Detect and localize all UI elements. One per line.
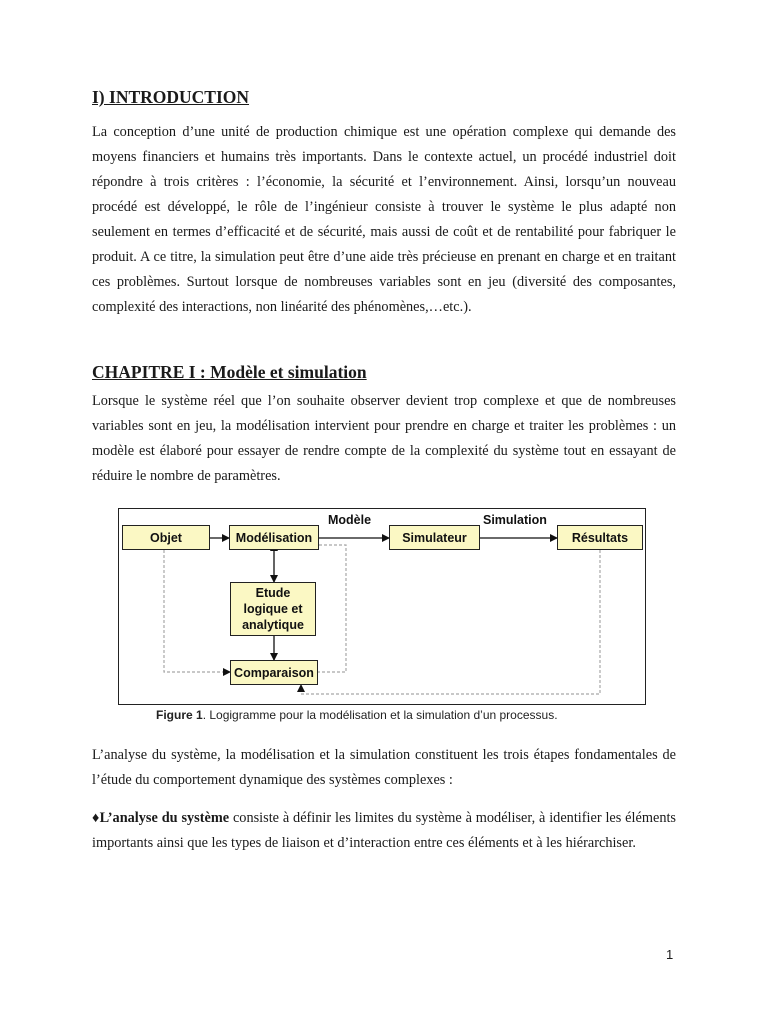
box-objet: Objet xyxy=(122,525,210,550)
box-simulateur: Simulateur xyxy=(389,525,480,550)
figure-caption xyxy=(156,708,558,722)
figure-caption-text: . Logigramme pour la modélisation et la simulation d’un processus. xyxy=(202,708,558,722)
dashed-objet-to-comparaison xyxy=(164,550,230,672)
chapter-paragraph-2: L’analyse du système, la modélisation et la simulation constituent les trois étapes fondamentales de l’étude du comportement dynamique des systèmes complexes : xyxy=(92,747,676,788)
chapter-heading: CHAPITRE I : Modèle et simulation xyxy=(92,362,367,382)
bullet-text: consiste à définir les limites du système à modéliser, à identifier les éléments importants ainsi que les types de liaison et d’interaction entre ces éléments et à les hiérarchiser. xyxy=(92,810,677,851)
introduction-paragraph: La conception d’une unité de production chimique est une opération complexe qui demande des moyens financiers et humains très importants. Dans le contexte actuel, un procédé industriel doit répondre à trois critères : l’économie, la sécurité et l’environnement. Ainsi, lorsqu’un nouveau procédé est développé, le rôle de l’ingénieur consiste à trouver le système le plus adapté non seulement en termes d’efficacité et de sécurité, mais aussi de coût et de rentabilité pour fabriquer le produit. A ce titre, la simulation peut être d’une aide très précieuse en prenant en charge et en traitant ces problèmes. Surtout lorsque de nombreuses variables sont en jeu (diversité des composantes, complexité des interactions, non linéarité des phénomènes,…etc.). xyxy=(92,124,676,315)
dashed-resultats-to-comparaison xyxy=(301,550,600,694)
box-etude: Etude logique et analytique xyxy=(230,582,316,636)
label-simulation: Simulation xyxy=(483,513,547,527)
page-number: 1 xyxy=(666,947,674,962)
box-resultats: Résultats xyxy=(557,525,643,550)
flowchart-figure xyxy=(118,508,646,705)
box-comparaison: Comparaison xyxy=(230,660,318,685)
introduction-heading: I) INTRODUCTION xyxy=(92,87,250,107)
figure-caption-label: Figure 1 xyxy=(156,708,203,722)
chapter-paragraph-1: Lorsque le système réel que l’on souhaite observer devient trop complexe et que de nombreuses variables sont en jeu, la modélisation intervient pour prendre en charge et traiter les problèmes : un modèle est élaboré pour essayer de rendre compte de la complexité du système tout en essayant de réduire le nombre de paramètres. xyxy=(92,393,676,484)
dashed-modelisation-loop xyxy=(318,545,346,672)
label-modele: Modèle xyxy=(328,513,372,527)
box-modelisation: Modélisation xyxy=(229,525,319,550)
bullet-paragraph xyxy=(92,806,676,856)
diamond-bullet-icon: ♦ xyxy=(92,810,100,826)
bullet-lead: L’analyse du système xyxy=(99,810,230,826)
